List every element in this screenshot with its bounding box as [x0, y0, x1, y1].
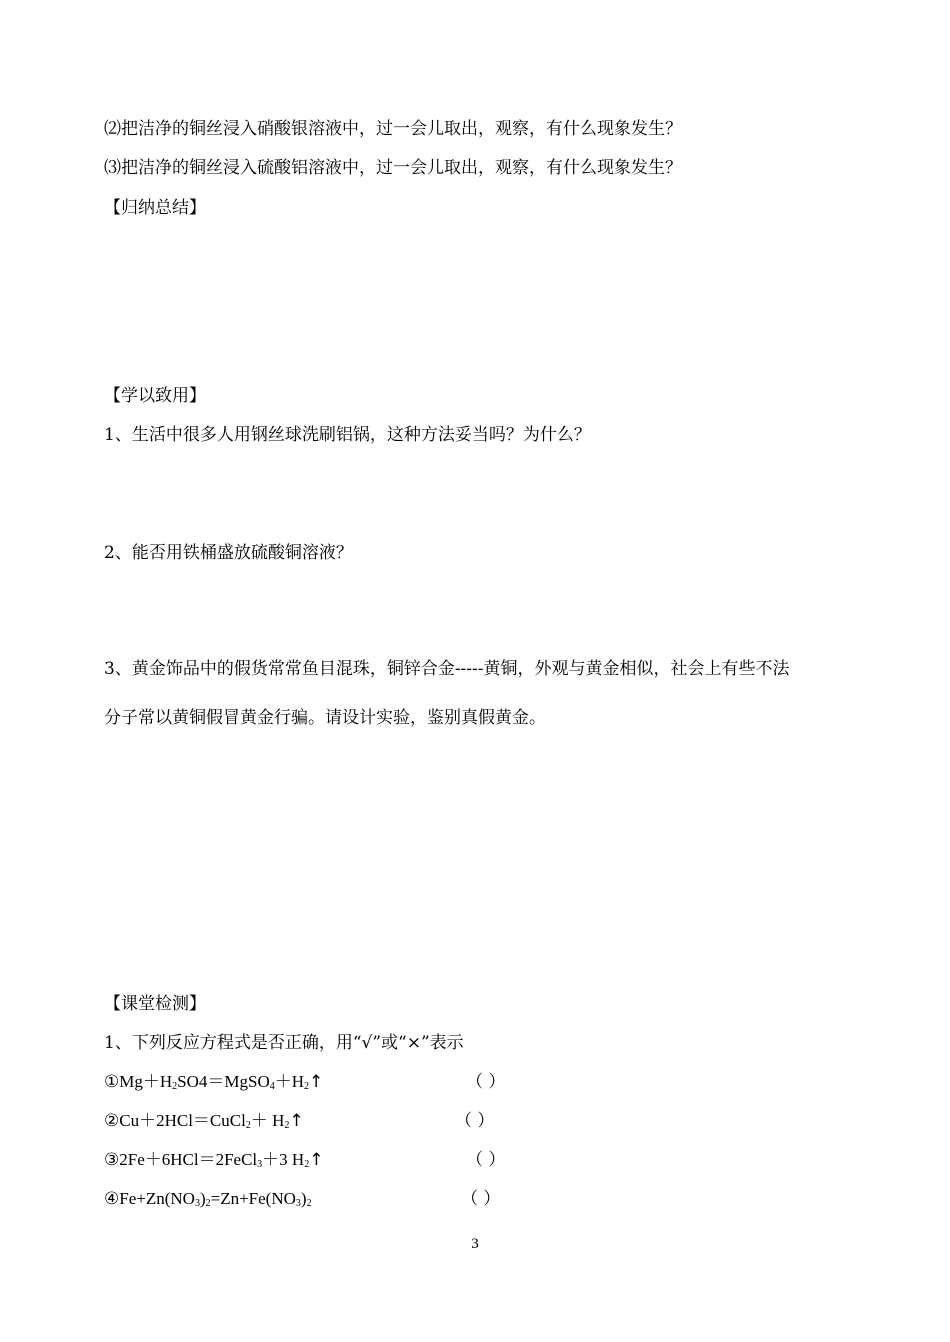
equation-4-subscript-4: 2 [306, 1198, 312, 1209]
application-question-2: 2、能否用铁桶盛放硫酸铜溶液？ [104, 543, 353, 563]
equation-1-part-b: SO4＝MgSO [177, 1072, 270, 1091]
experiment-step-3: ⑶把洁净的铜丝浸入硫酸铝溶液中，过一会儿取出，观察，有什么现象发生？ [104, 158, 682, 178]
gas-arrow-icon: ↑ [289, 1111, 304, 1131]
equation-2-part-b: ＋ H [250, 1111, 285, 1130]
equation-4-part-d: ) [300, 1189, 307, 1208]
equation-1 [104, 1070, 323, 1094]
equation-4 [104, 1187, 312, 1211]
equation-4-part-b: ) [199, 1189, 206, 1208]
equation-3-part-a: 2Fe＋6HCl＝2FeCl [119, 1150, 258, 1169]
equation-4-part-a: Fe+Zn(NO [119, 1189, 195, 1208]
application-question-3-line-1: 3、黄金饰品中的假货常常鱼目混珠，铜锌合金-----黄铜，外观与黄金相似，社会上有些不法 [104, 659, 790, 679]
equation-1-subscript-3: 2 [304, 1081, 310, 1092]
answer-blank-1[interactable]: （ ） [466, 1072, 506, 1092]
equation-1-part-a: Mg＋H [119, 1072, 173, 1091]
equation-2-number: ② [104, 1111, 120, 1130]
equation-2-subscript-1: 2 [245, 1120, 251, 1131]
test-heading: 【课堂检测】 [104, 994, 206, 1014]
equation-3-subscript-2: 2 [304, 1159, 310, 1170]
equation-3-number: ③ [104, 1150, 120, 1169]
experiment-step-2: ⑵把洁净的铜丝浸入硝酸银溶液中，过一会儿取出，观察，有什么现象发生？ [104, 119, 682, 139]
answer-blank-3[interactable]: （ ） [466, 1150, 506, 1170]
application-question-1: 1、生活中很多人用钢丝球洗刷铝锅，这种方法妥当吗？为什么？ [104, 425, 591, 445]
equation-3-part-b: ＋3 H [262, 1150, 305, 1169]
equation-3-subscript-1: 3 [257, 1159, 263, 1170]
equation-2 [104, 1109, 304, 1133]
equation-1-part-c: ＋H [274, 1072, 305, 1091]
gas-arrow-icon: ↑ [309, 1150, 324, 1170]
equation-2-subscript-2: 2 [284, 1120, 290, 1131]
page-number: 3 [471, 1236, 479, 1252]
equation-4-subscript-1: 3 [194, 1198, 200, 1209]
equation-1-subscript-2: 4 [269, 1081, 275, 1092]
test-question-1: 1、下列反应方程式是否正确，用“√”或“×”表示 [104, 1033, 464, 1053]
equation-2-part-a: Cu＋2HCl＝CuCl [119, 1111, 246, 1130]
equation-1-number: ① [104, 1072, 120, 1091]
answer-blank-2[interactable]: （ ） [455, 1111, 495, 1131]
gas-arrow-icon: ↑ [309, 1072, 324, 1092]
equation-4-subscript-3: 3 [295, 1198, 301, 1209]
summary-heading: 【归纳总结】 [104, 198, 206, 218]
equation-3 [104, 1148, 323, 1172]
answer-blank-4[interactable]: （ ） [461, 1189, 501, 1209]
application-heading: 【学以致用】 [104, 386, 206, 406]
equation-4-subscript-2: 2 [205, 1198, 211, 1209]
equation-4-part-c: =Zn+Fe(NO [210, 1189, 296, 1208]
application-question-3-line-2: 分子常以黄铜假冒黄金行骗。请设计实验，鉴别真假黄金。 [104, 708, 546, 728]
equation-1-subscript-1: 2 [172, 1081, 178, 1092]
equation-4-number: ④ [104, 1189, 120, 1208]
